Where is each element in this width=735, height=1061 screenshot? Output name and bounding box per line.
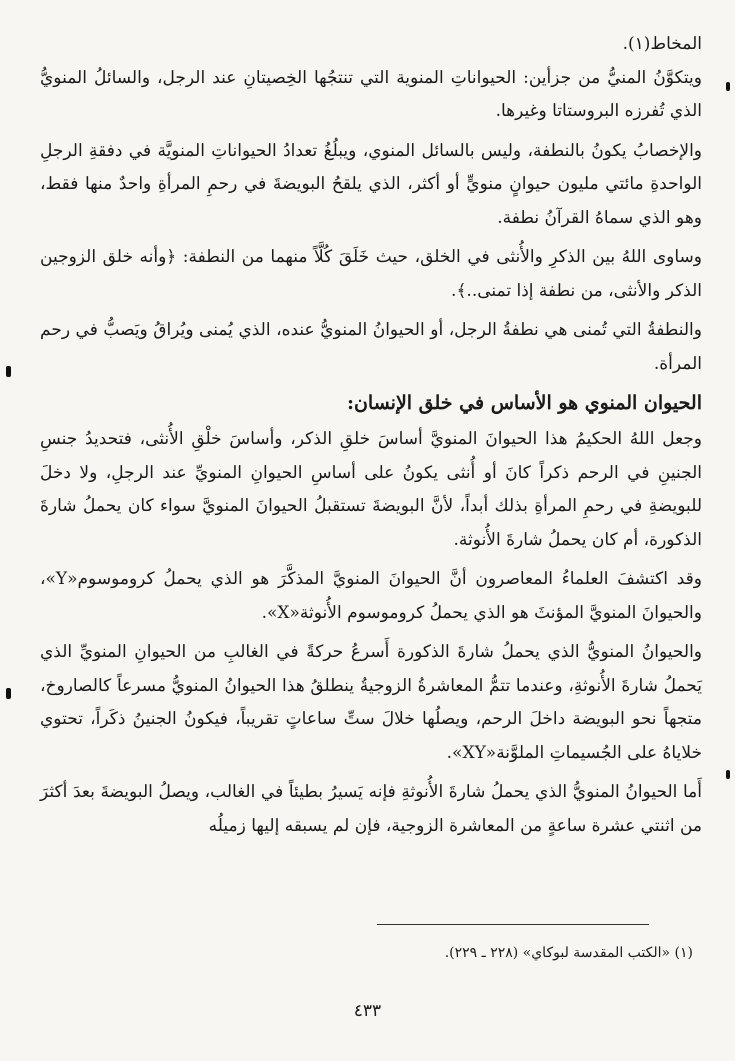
paragraph-nutfa-definition: والنطفةُ التي تُمنى هي نطفةُ الرجل، أو الحيوانُ المنويُّ عنده، الذي يُمنى ويُراقُ ويَصبُّ في رحم المرأة. [40, 320, 702, 374]
margin-mark-icon [726, 82, 730, 91]
section-heading: الحيوان المنوي هو الأساس في خلق الإنسان: [346, 392, 702, 414]
paragraph-female-sperm: أَما الحيوانُ المنويُّ الذي يحملُ شارةَ الأُنوثةِ فإنه يَسيرُ بطيئاً في الغالب، ويصلُ البويضةَ بعدَ أكثرَ من اثنتي عشرة ساعةٍ من المعاشرة الزوجية، فإن لم يسبقه إليها زميلُه [40, 782, 702, 836]
footnote: (١) «الكتب المقدسة لبوكاي» (٢٢٨ ـ ٢٢٩). [444, 945, 693, 961]
paragraph-male-female-equality: وساوى اللهُ بين الذكرِ والأُنثى في الخلق، حيث خَلَقَ كُلَّاً منهما من النطفة: ﴿وأنه خلق الزوجين الذكر والأنثى، من نطفة إذا تمنى..﴾. [40, 247, 702, 301]
page-body [40, 28, 702, 1028]
margin-mark-icon [6, 688, 11, 699]
margin-mark-icon [726, 770, 730, 779]
paragraph-male-sperm-speed: والحيوانُ المنويُّ الذي يحملُ شارةَ الذكورة أَسرعُ حركةً في الغالبِ من الحيوانِ المنويِّ الذي يَحملُ شارةَ الأُنوثةِ، وعندما تتمُّ المعاشرةُ الزوجيةُ ينطلقُ هذا الحيوانُ المنويُّ مسرعاً كالصاروخ، متجهاً نحو البويضة داخلَ الرحم، ويصلُها خلالَ ستِّ ساعاتٍ تقريباً، فيكونُ الجنينُ ذكَراً، تحتوي خلاياهُ على الجُسيماتِ الملوَّنة«XY». [40, 642, 702, 763]
page-number: ٤٣٣ [353, 1001, 382, 1021]
paragraph-continuation: المخاط(١). [622, 34, 702, 54]
paragraph-sex-determination: وجعل اللهُ الحكيمُ هذا الحيوانَ المنويَّ أساسَ خلقِ الذكر، وأساسَ خلْقِ الأُنثى، فتحديدُ جنسِ الجنينِ في الرحم ذكراً كانَ أو أُنثى يكونُ على أساسِ الحيوانِ المنويِّ عند الرجلِ، ولا دخلَ للبويضةِ في رحمِ المرأةِ بذلك أبداً، لأنَّ البويضةَ تستقبلُ الحيوانَ المنويَّ سواء كان يحملُ شارةَ الذكورة، أم كان يحملُ شارةَ الأُنوثة. [40, 429, 702, 550]
footnote-divider [377, 924, 649, 925]
paragraph-fertilization: والإخصابُ يكونُ بالنطفة، وليس بالسائل المنوي، ويبلُغُ تعدادُ الحيواناتِ المنويَّة في دفقةِ الرجلِ الواحدةِ مائتي مليون حيوانٍ منويٍّ أو أكثر، الذي يلقحُ البويضةَ في رحمِ المرأةِ واحدٌ منها فقط، وهو الذي سماهُ القرآنُ نطفة. [40, 140, 702, 228]
margin-mark-icon [6, 366, 11, 377]
paragraph-semen-components: ويتكوَّنُ المنيُّ من جزأين: الحيواناتِ المنوية التي تنتجُها الخِصيتانِ عند الرجل، والسائلُ المنويُّ الذي تُفرزه البروستاتا وغيرها. [40, 67, 702, 121]
paragraph-chromosomes: وقد اكتشفَ العلماءُ المعاصرون أنَّ الحيوانَ المنويَّ المذكَّرَ هو الذي يحملُ كروموسوم«Y»، والحيوانَ المنويَّ المؤنثَ هو الذي يحملُ كروموسوم الأُنوثة«X». [40, 569, 702, 623]
